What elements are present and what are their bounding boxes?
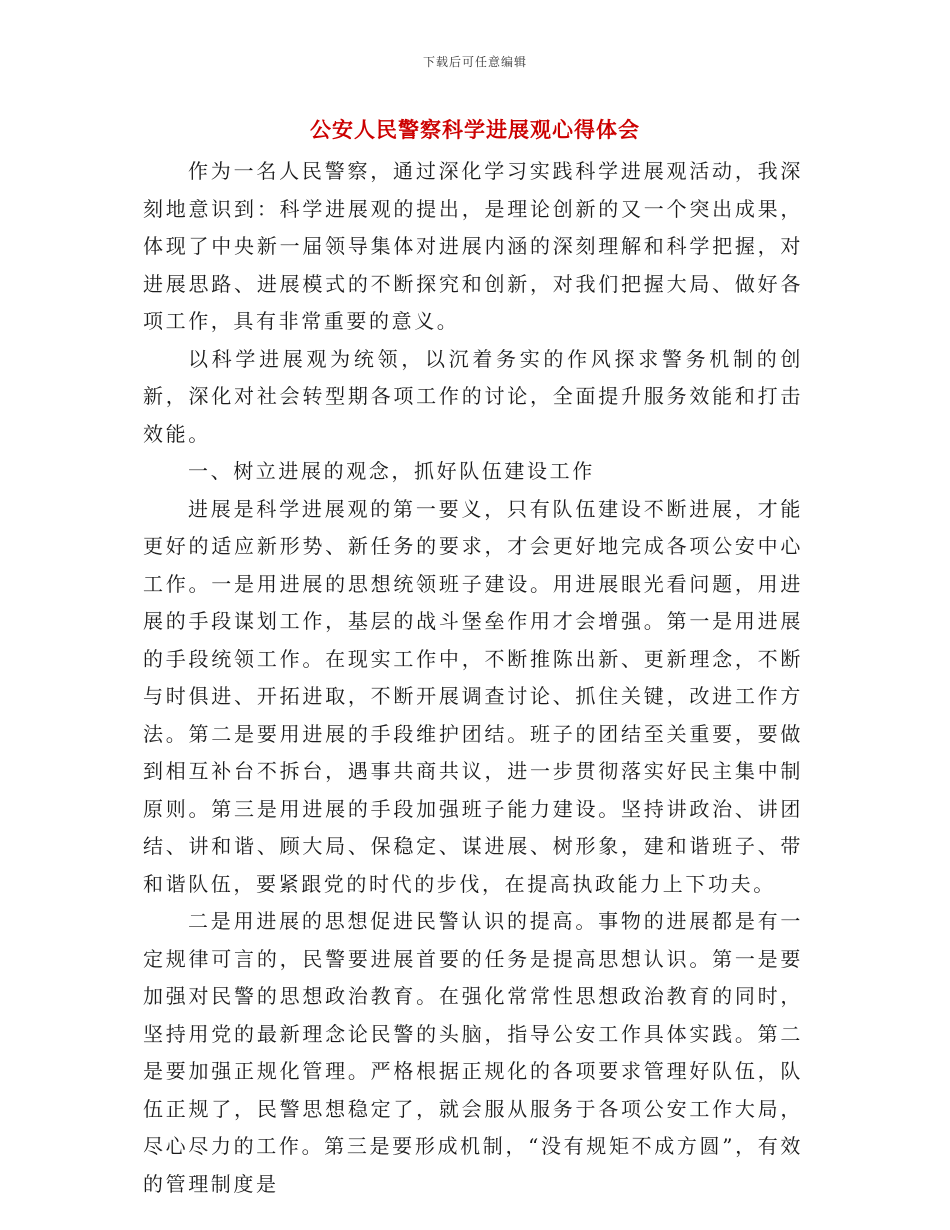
paragraph-intro: 作为一名人民警察，通过深化学习实践科学进展观活动，我深刻地意识到：科学进展观的提出，是理论创新的又一个突出成果，体现了中央新一届领导集体对进展内涵的深刻理解和科学把握，对进展思路、进展模式的不断探究和创新，对我们把握大局、做好各项工作，具有非常重要的意义。 <box>143 159 803 333</box>
document-body <box>143 153 803 1203</box>
paragraph-team-building: 进展是科学进展观的第一要义，只有队伍建设不断进展，才能更好的适应新形势、新任务的要求，才会更好地完成各项公安中心工作。一是用进展的思想统领班子建设。用进展眼光看问题，用进展的手段谋划工作，基层的战斗堡垒作用才会增强。第一是用进展的手段统领工作。在现实工作中，不断推陈出新、更新理念，不断与时俱进、开拓进取，不断开展调查讨论、抓住关键，改进工作方法。第二是要用进展的手段维护团结。班子的团结至关重要，要做到相互补台不拆台，遇事共商共议，进一步贯彻落实好民主集中制原则。第三是用进展的手段加强班子能力建设。坚持讲政治、讲团结、讲和谐、顾大局、保稳定、谋进展、树形象，建和谐班子、带和谐队伍，要紧跟党的时代的步伐，在提高执政能力上下功夫。 <box>143 496 803 896</box>
section-heading-1: 一、树立进展的观念，抓好队伍建设工作 <box>188 459 595 483</box>
document-title: 公安人民警察科学进展观心得体会 <box>310 117 640 142</box>
paragraph-police-awareness: 二是用进展的思想促进民警认识的提高。事物的进展都是有一定规律可言的，民警要进展首要的任务是提高思想认识。第一是要加强对民警的思想政治教育。在强化常常性思想政治教育的同时，坚持用党的最新理念论民警的头脑，指导公安工作具体实践。第二是要加强正规化管理。严格根据正规化的各项要求管理好队伍，队伍正规了，民警思想稳定了，就会服从服务于各项公安工作大局，尽心尽力的工作。第三是要形成机制，“没有规矩不成方圆”，有效的管理制度是 <box>143 909 803 1196</box>
page-header-note: 下载后可任意编辑 <box>422 55 527 69</box>
paragraph-summary: 以科学进展观为统领，以沉着务实的作风探求警务机制的创新，深化对社会转型期各项工作的讨论，全面提升服务效能和打击效能。 <box>143 346 803 446</box>
